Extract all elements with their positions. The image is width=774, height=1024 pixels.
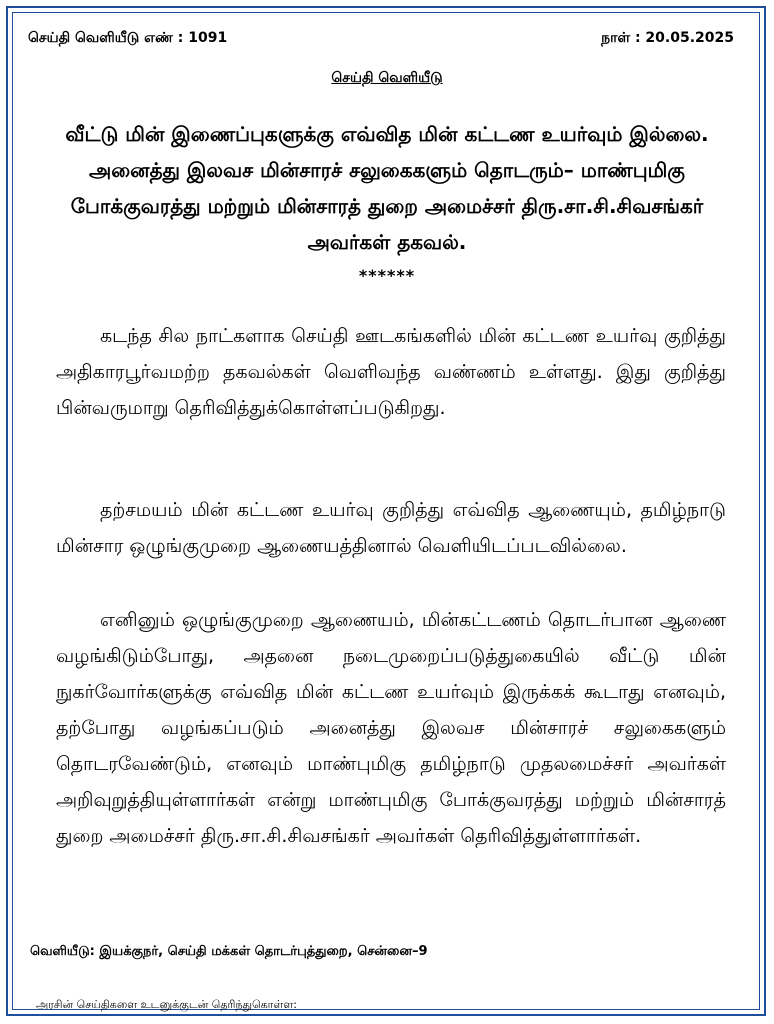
issued-by: வெளியீடு: இயக்குநர், செய்தி மக்கள் தொடர்புத்துறை, சென்னை–9 [30, 944, 428, 959]
footer-note: அரசின் செய்திகளை உடனுக்குடன் தெரிந்துகொள்ள: [36, 998, 297, 1011]
separator: ****** [358, 266, 416, 285]
release-date: நாள் : 20.05.2025 [601, 30, 734, 46]
paragraph-3: எனினும் ஒழுங்குமுறை ஆணையம், மின்கட்டணம் தொடர்பான ஆணை வழங்கிடும்போது, அதனை நடைமுறைப்படுத்துகையில் வீட்டு மின் நுகர்வோர்களுக்கு எவ்வித மின் கட்டண உயர்வும் இருக்கக் கூடாது எனவும், தற்போது வழங்கப்படும் அனைத்து இலவச மின்சாரச் சலுகைகளும் தொடரவேண்டும், எனவும் மாண்புமிகு தமிழ்நாடு முதலமைச்சர் அவர்கள் அறிவுறுத்தியுள்ளார்கள் என்று மாண்புமிகு போக்குவரத்து மற்றும் மின்சாரத் துறை அமைச்சர் திரு.சா.சி.சிவசங்கர் அவர்கள் தெரிவித்துள்ளார்கள். [56, 609, 726, 847]
paragraph-1: கடந்த சில நாட்களாக செய்தி ஊடகங்களில் மின் கட்டண உயர்வு குறித்து அதிகாரபூர்வமற்ற தகவல்கள் வெளிவந்த வண்ணம் உள்ளது. இது குறித்து பின்வருமாறு தெரிவித்துக்கொள்ளப்படுகிறது. [56, 325, 726, 419]
paragraph-2: தற்சமயம் மின் கட்டண உயர்வு குறித்து எவ்வித ஆணையும், தமிழ்நாடு மின்சார ஒழுங்குமுறை ஆணையத்தினால் வெளியிடப்படவில்லை. [56, 499, 726, 557]
document-heading [0, 70, 774, 88]
press-release-title: வீட்டு மின் இணைப்புகளுக்கு எவ்வித மின் கட்டண உயர்வும் இல்லை. அனைத்து இலவச மின்சாரச் சலுகைகளும் தொடரும்– மாண்புமிகு போக்குவரத்து மற்றும் மின்சாரத் துறை அமைச்சர் திரு.சா.சி.சிவசங்கர் அவர்கள் தகவல். [65, 122, 709, 254]
release-number: செய்தி வெளியீடு எண் : 1091 [28, 30, 228, 46]
document-heading-text: செய்தி வெளியீடு [331, 70, 443, 86]
